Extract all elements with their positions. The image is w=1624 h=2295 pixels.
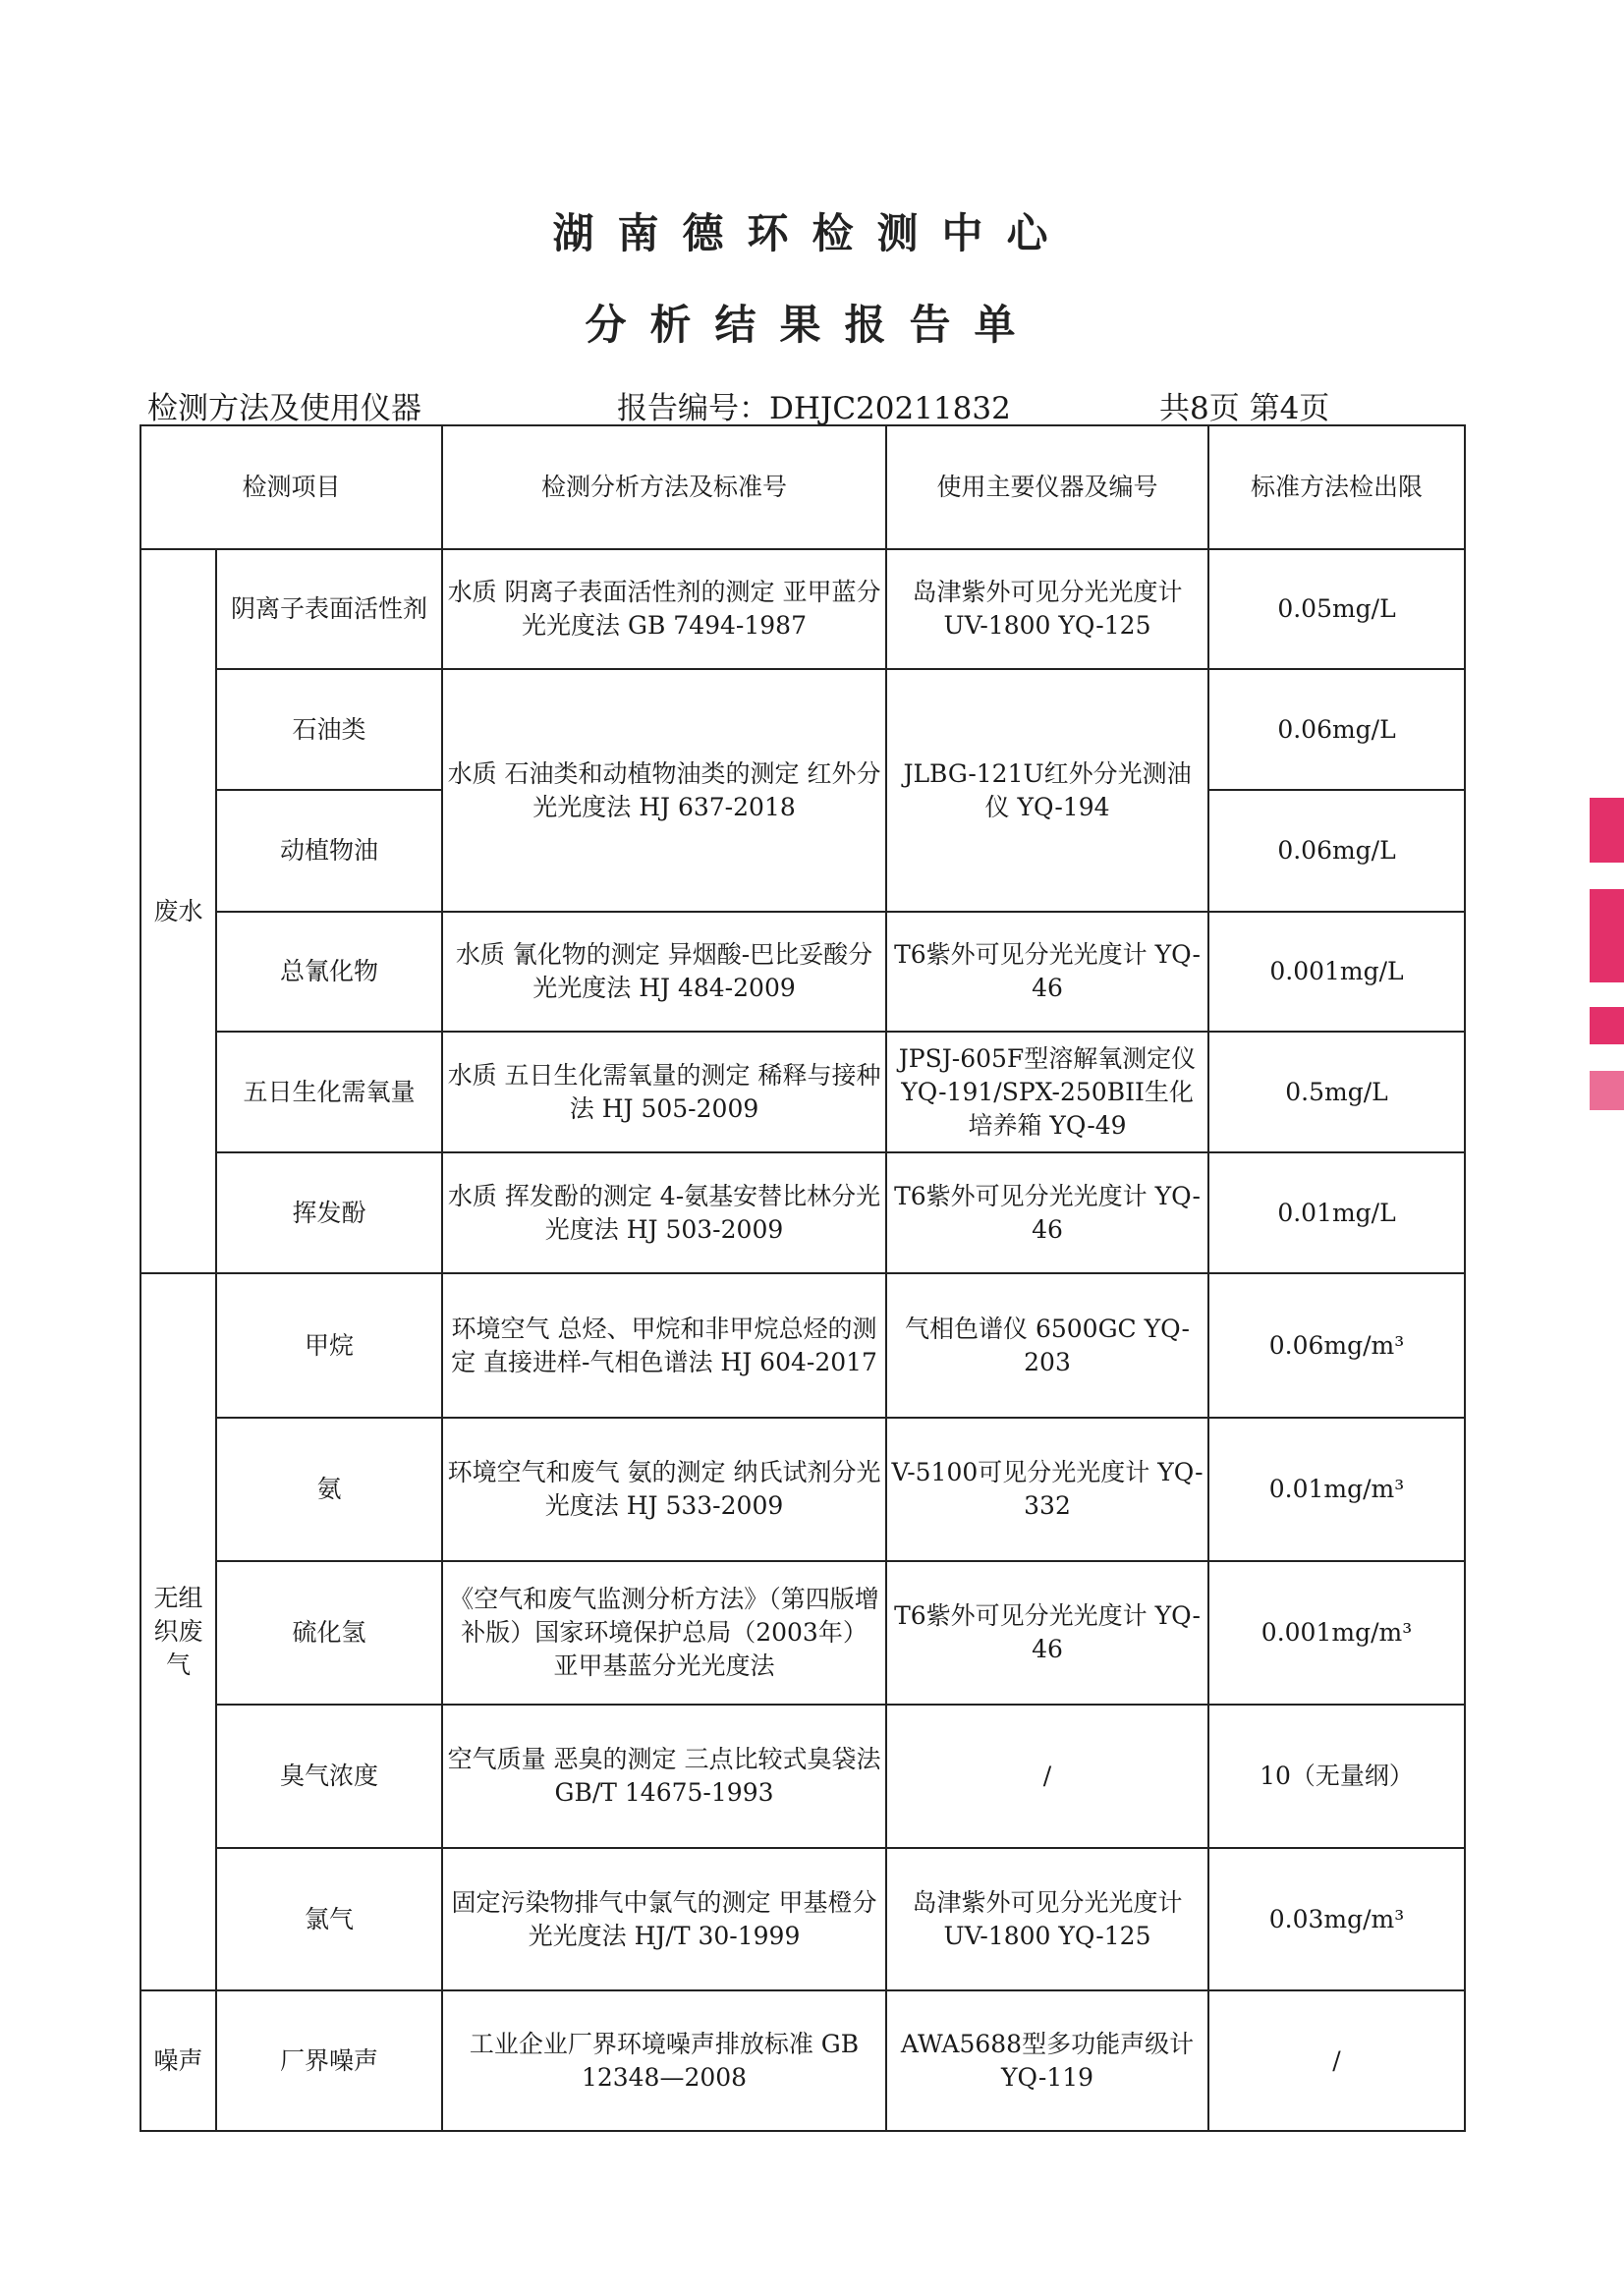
- section-label: 检测方法及使用仪器: [147, 391, 421, 426]
- table-row: [140, 1152, 1465, 1273]
- table-row: [140, 912, 1465, 1032]
- method-cell: 环境空气和废气 氨的测定 纳氏试剂分光光度法 HJ 533-2009: [442, 1418, 886, 1561]
- limit-cell: 0.5mg/L: [1208, 1032, 1465, 1152]
- table-row: [140, 1561, 1465, 1705]
- method-cell: 水质 五日生化需氧量的测定 稀释与接种法 HJ 505-2009: [442, 1032, 886, 1152]
- instrument-cell: JLBG-121U红外分光测油仪 YQ-194: [886, 669, 1208, 912]
- limit-cell: 0.06mg/m³: [1208, 1273, 1465, 1418]
- method-cell: 空气质量 恶臭的测定 三点比较式臭袋法 GB/T 14675-1993: [442, 1705, 886, 1848]
- limit-cell: 0.06mg/L: [1208, 669, 1465, 790]
- item-name: 氨: [216, 1418, 442, 1561]
- item-name: 五日生化需氧量: [216, 1032, 442, 1152]
- method-cell: 《空气和废气监测分析方法》（第四版增补版）国家环境保护总局（2003年） 亚甲基蓝分光光度法: [442, 1561, 886, 1705]
- table-row: [140, 1990, 1465, 2131]
- instrument-cell: JPSJ-605F型溶解氧测定仪 YQ-191/SPX-250BII生化培养箱 YQ-49: [886, 1032, 1208, 1152]
- header-method: 检测分析方法及标准号: [442, 425, 886, 549]
- item-name: 硫化氢: [216, 1561, 442, 1705]
- limit-cell: 0.01mg/L: [1208, 1152, 1465, 1273]
- limit-cell: 0.01mg/m³: [1208, 1418, 1465, 1561]
- stamp-fragment: [1590, 1007, 1624, 1044]
- method-cell: 水质 石油类和动植物油类的测定 红外分光光度法 HJ 637-2018: [442, 669, 886, 912]
- limit-cell: 10（无量纲）: [1208, 1705, 1465, 1848]
- instrument-cell: AWA5688型多功能声级计 YQ-119: [886, 1990, 1208, 2131]
- category-wastewater: 废水: [140, 549, 216, 1273]
- item-name: 臭气浓度: [216, 1705, 442, 1848]
- header-item: 检测项目: [140, 425, 442, 549]
- org-title: 湖南德环检测中心: [552, 209, 1072, 257]
- table-row: [140, 1032, 1465, 1152]
- method-cell: 水质 阴离子表面活性剂的测定 亚甲蓝分光光度法 GB 7494-1987: [442, 549, 886, 669]
- instrument-cell: 气相色谱仪 6500GC YQ-203: [886, 1273, 1208, 1418]
- limit-cell: 0.001mg/m³: [1208, 1561, 1465, 1705]
- table-row: [140, 1848, 1465, 1990]
- header-instrument: 使用主要仪器及编号: [886, 425, 1208, 549]
- category-noise: 噪声: [140, 1990, 216, 2131]
- table-row: [140, 1273, 1465, 1418]
- limit-cell: 0.05mg/L: [1208, 549, 1465, 669]
- item-name: 甲烷: [216, 1273, 442, 1418]
- stamp-fragment: [1590, 798, 1624, 863]
- instrument-cell: 岛津紫外可见分光光度计 UV-1800 YQ-125: [886, 1848, 1208, 1990]
- table-row: [140, 549, 1465, 669]
- limit-cell: /: [1208, 1990, 1465, 2131]
- stamp-fragment: [1590, 889, 1624, 982]
- document-title: 分析结果报告单: [585, 301, 1039, 349]
- category-fugitive-gas: 无组织废气: [140, 1273, 216, 1990]
- instrument-cell: T6紫外可见分光光度计 YQ-46: [886, 1561, 1208, 1705]
- instrument-cell: T6紫外可见分光光度计 YQ-46: [886, 1152, 1208, 1273]
- item-name: 石油类: [216, 669, 442, 790]
- table-row: [140, 1705, 1465, 1848]
- stamp-fragment: [1590, 1071, 1624, 1110]
- instrument-cell: V-5100可见分光光度计 YQ-332: [886, 1418, 1208, 1561]
- item-name: 动植物油: [216, 790, 442, 912]
- limit-cell: 0.001mg/L: [1208, 912, 1465, 1032]
- item-name: 阴离子表面活性剂: [216, 549, 442, 669]
- method-cell: 水质 氰化物的测定 异烟酸-巴比妥酸分光光度法 HJ 484-2009: [442, 912, 886, 1032]
- page-count: 共8页 第4页: [1159, 391, 1330, 426]
- limit-cell: 0.06mg/L: [1208, 790, 1465, 912]
- method-cell: 环境空气 总烃、甲烷和非甲烷总烃的测定 直接进样-气相色谱法 HJ 604-2017: [442, 1273, 886, 1418]
- method-table: [140, 424, 1466, 2132]
- table-header-row: [140, 425, 1465, 549]
- instrument-cell: /: [886, 1705, 1208, 1848]
- method-cell: 工业企业厂界环境噪声排放标准 GB 12348—2008: [442, 1990, 886, 2131]
- instrument-cell: 岛津紫外可见分光光度计 UV-1800 YQ-125: [886, 549, 1208, 669]
- header-limit: 标准方法检出限: [1208, 425, 1465, 549]
- item-name: 氯气: [216, 1848, 442, 1990]
- limit-cell: 0.03mg/m³: [1208, 1848, 1465, 1990]
- method-cell: 水质 挥发酚的测定 4-氨基安替比林分光光度法 HJ 503-2009: [442, 1152, 886, 1273]
- report-number: 报告编号：DHJC20211832: [617, 391, 1011, 426]
- item-name: 挥发酚: [216, 1152, 442, 1273]
- method-cell: 固定污染物排气中氯气的测定 甲基橙分光光度法 HJ/T 30-1999: [442, 1848, 886, 1990]
- instrument-cell: T6紫外可见分光光度计 YQ-46: [886, 912, 1208, 1032]
- table-row: [140, 669, 1465, 790]
- item-name: 总氰化物: [216, 912, 442, 1032]
- item-name: 厂界噪声: [216, 1990, 442, 2131]
- table-row: [140, 1418, 1465, 1561]
